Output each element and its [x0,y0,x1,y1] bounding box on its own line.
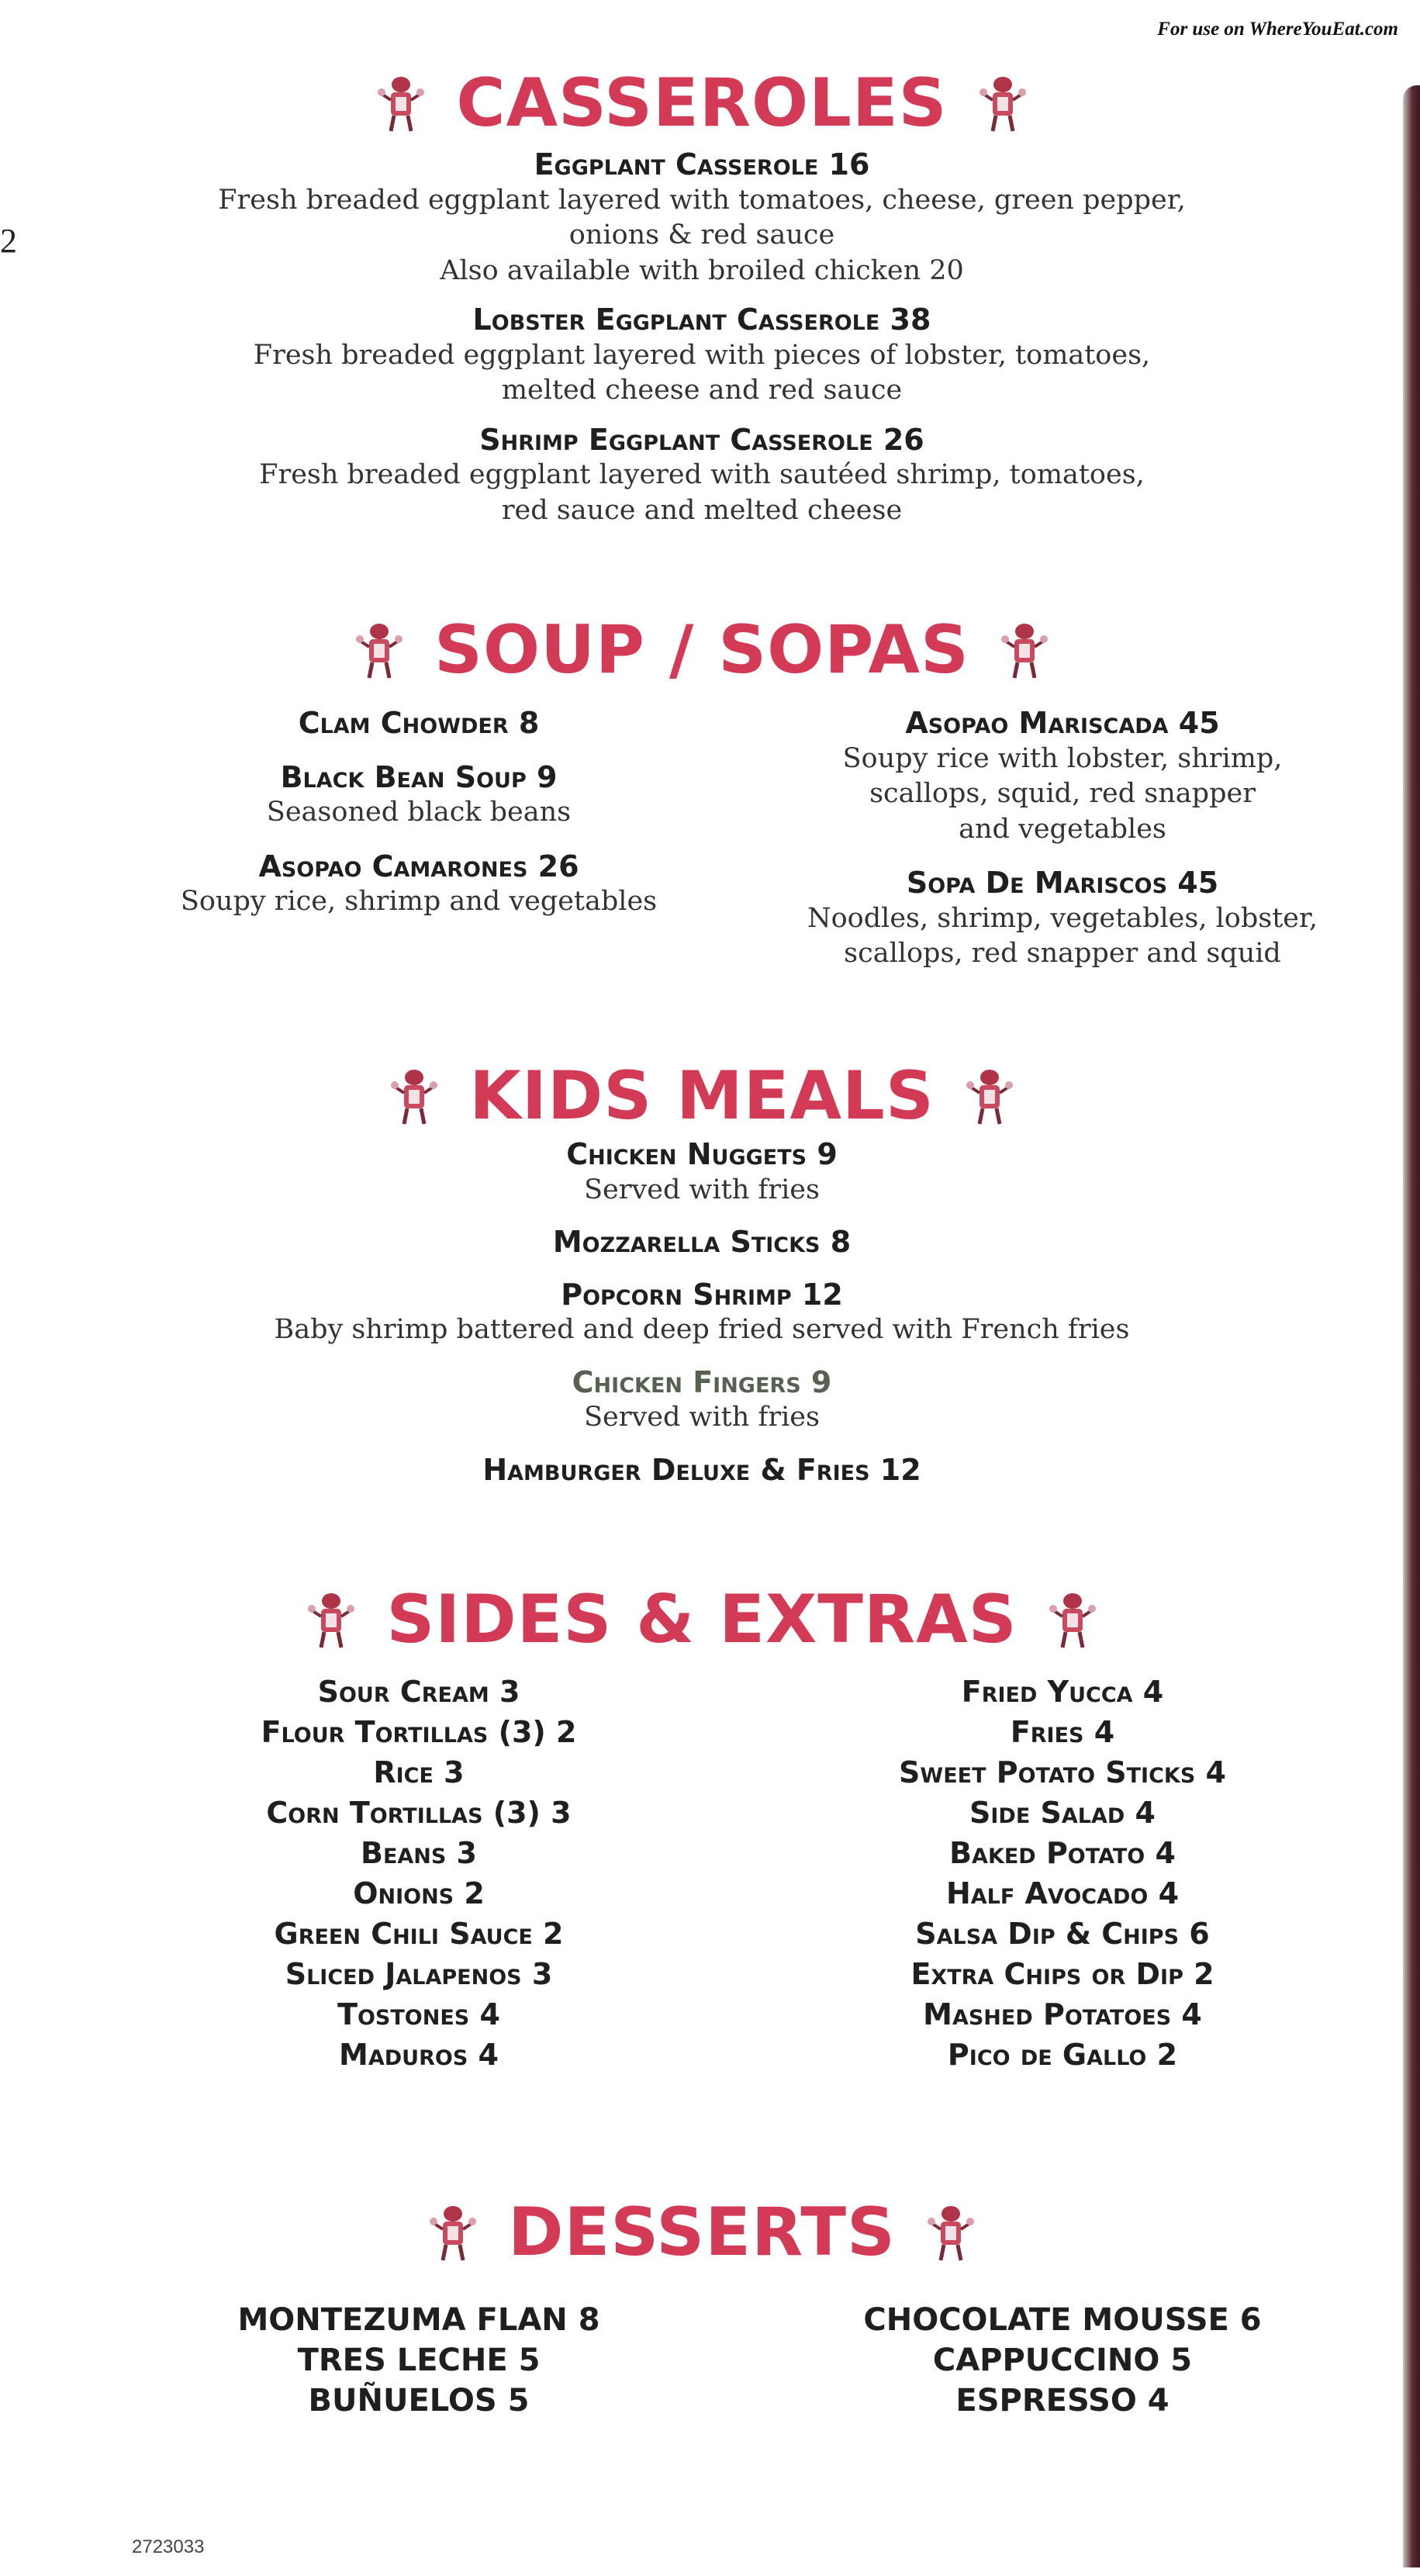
side-item: Flour Tortillas (3) 2 [261,1715,577,1749]
side-item: Pico de Gallo 2 [947,2038,1178,2072]
desserts-heading [0,2194,1404,2271]
side-item: Tostones 4 [337,1997,500,2031]
side-item: Side Salad 4 [969,1796,1156,1830]
site-credit: For use on WhereYouEat.com [1157,19,1398,40]
desserts-left-column [140,2300,698,2421]
item-name: Sopa De Mariscos 45 [906,866,1219,901]
side-item: Rice 3 [373,1755,465,1789]
item-description: melted cheese and red sauce [501,375,903,406]
dessert-item: CAPPUCCINO 5 [932,2343,1193,2378]
item-name: Asopao Camarones 26 [258,849,579,883]
side-item: Corn Tortillas (3) 3 [266,1796,572,1830]
dessert-item: ESPRESSO 4 [955,2383,1170,2419]
document-code: 2723033 [132,2536,205,2557]
menu-item [140,760,698,831]
crest-emblem-icon [976,71,1030,136]
item-description: Soupy rice with lobster, shrimp, [842,742,1283,774]
menu-item [0,147,1404,289]
menu-item [140,706,698,742]
item-description: and vegetables [959,813,1166,845]
item-description: Served with fries [584,1402,820,1433]
menu-item [776,866,1349,972]
soups-section [0,611,1404,1004]
soups-title: SOUP / SOPAS [434,611,969,689]
side-item: Half Avocado 4 [945,1876,1180,1910]
soups-left-column [140,706,698,920]
crest-emblem-icon [352,617,406,683]
soups-heading [0,611,1404,689]
dessert-item: CHOCOLATE MOUSSE 6 [863,2302,1262,2338]
item-name: Lobster Eggplant Casserole 38 [472,303,931,337]
kids-title: KIDS MEALS [469,1057,935,1135]
side-item: Sliced Jalapenos 3 [285,1957,553,1991]
item-name: Hamburger Deluxe & Fries 12 [482,1452,921,1487]
sides-heading [0,1581,1404,1658]
item-name: Popcorn Shrimp 12 [561,1277,843,1312]
item-name: Chicken Nuggets 9 [566,1137,838,1171]
menu-item [776,706,1349,847]
menu-item [0,1137,1404,1208]
item-description: scallops, squid, red snapper [869,778,1256,810]
edge-page-number: 2 [0,222,17,260]
desserts-title: DESSERTS [508,2194,896,2271]
item-description: Fresh breaded eggplant layered with tomatoes, cheese, green pepper, [218,184,1186,216]
casseroles-section [0,64,1404,528]
crest-emblem-icon [426,2200,480,2265]
item-name: Chicken Fingers 9 [572,1364,832,1399]
dessert-item: TRES LECHE 5 [297,2343,541,2378]
item-name: Asopao Mariscada 45 [905,706,1220,740]
side-item: Maduros 4 [339,2038,499,2072]
item-description: Noodles, shrimp, vegetables, lobster, [807,902,1318,934]
sides-section [0,1581,1404,2083]
sides-left-column [140,1672,698,2075]
item-description: red sauce and melted cheese [501,494,903,526]
item-description: onions & red sauce [568,220,835,251]
crest-emblem-icon [962,1063,1017,1129]
item-description: scallops, red snapper and squid [844,938,1281,970]
kids-section [0,1057,1404,1488]
side-item: Onions 2 [353,1876,485,1910]
item-name: Mozzarella Sticks 8 [552,1225,852,1260]
item-description: Baby shrimp battered and deep fried served with French fries [274,1314,1130,1346]
menu-item [0,303,1404,409]
crest-emblem-icon [374,71,428,136]
item-description: Also available with broiled chicken 20 [440,254,964,286]
side-item: Beans 3 [360,1836,478,1870]
menu-item [0,1365,1404,1436]
menu-binding-edge [1403,85,1420,2567]
side-item: Sour Cream 3 [317,1675,520,1709]
side-item: Extra Chips or Dip 2 [910,1957,1214,1991]
item-name: Eggplant Casserole 16 [534,147,870,182]
side-item: Green Chili Sauce 2 [274,1917,564,1951]
side-item: Fried Yucca 4 [961,1675,1164,1709]
side-item: Salsa Dip & Chips 6 [915,1917,1210,1951]
casseroles-heading [0,64,1404,142]
item-description: Soupy rice, shrimp and vegetables [180,886,658,918]
menu-item [0,1453,1404,1489]
item-description: Seasoned black beans [266,797,572,828]
item-description: Served with fries [584,1174,820,1205]
menu-item [0,1225,1404,1260]
item-name: Clam Chowder 8 [298,706,540,740]
crest-emblem-icon [387,1063,441,1129]
item-name: Black Bean Soup 9 [280,759,558,794]
kids-heading [0,1057,1404,1135]
side-item: Sweet Potato Sticks 4 [899,1755,1226,1789]
side-item: Mashed Potatoes 4 [923,1997,1202,2031]
item-description: Fresh breaded eggplant layered with sautéed shrimp, tomatoes, [259,459,1145,491]
sides-right-column [776,1672,1349,2075]
crest-emblem-icon [304,1587,358,1652]
crest-emblem-icon [997,617,1052,683]
desserts-right-column [776,2300,1349,2421]
desserts-section [0,2194,1404,2432]
crest-emblem-icon [924,2200,978,2265]
casseroles-title: CASSEROLES [456,64,948,142]
menu-item [0,1278,1404,1348]
crest-emblem-icon [1045,1587,1100,1652]
dessert-item: BUÑUELOS 5 [308,2383,530,2419]
side-item: Baked Potato 4 [949,1836,1176,1870]
dessert-item: MONTEZUMA FLAN 8 [237,2302,600,2338]
item-description: Fresh breaded eggplant layered with pieces of lobster, tomatoes, [253,339,1151,371]
menu-item [140,849,698,920]
sides-title: SIDES & EXTRAS [386,1581,1017,1658]
menu-item [0,423,1404,529]
side-item: Fries 4 [1010,1715,1115,1749]
item-name: Shrimp Eggplant Casserole 26 [479,422,924,457]
soups-right-column [776,706,1349,972]
